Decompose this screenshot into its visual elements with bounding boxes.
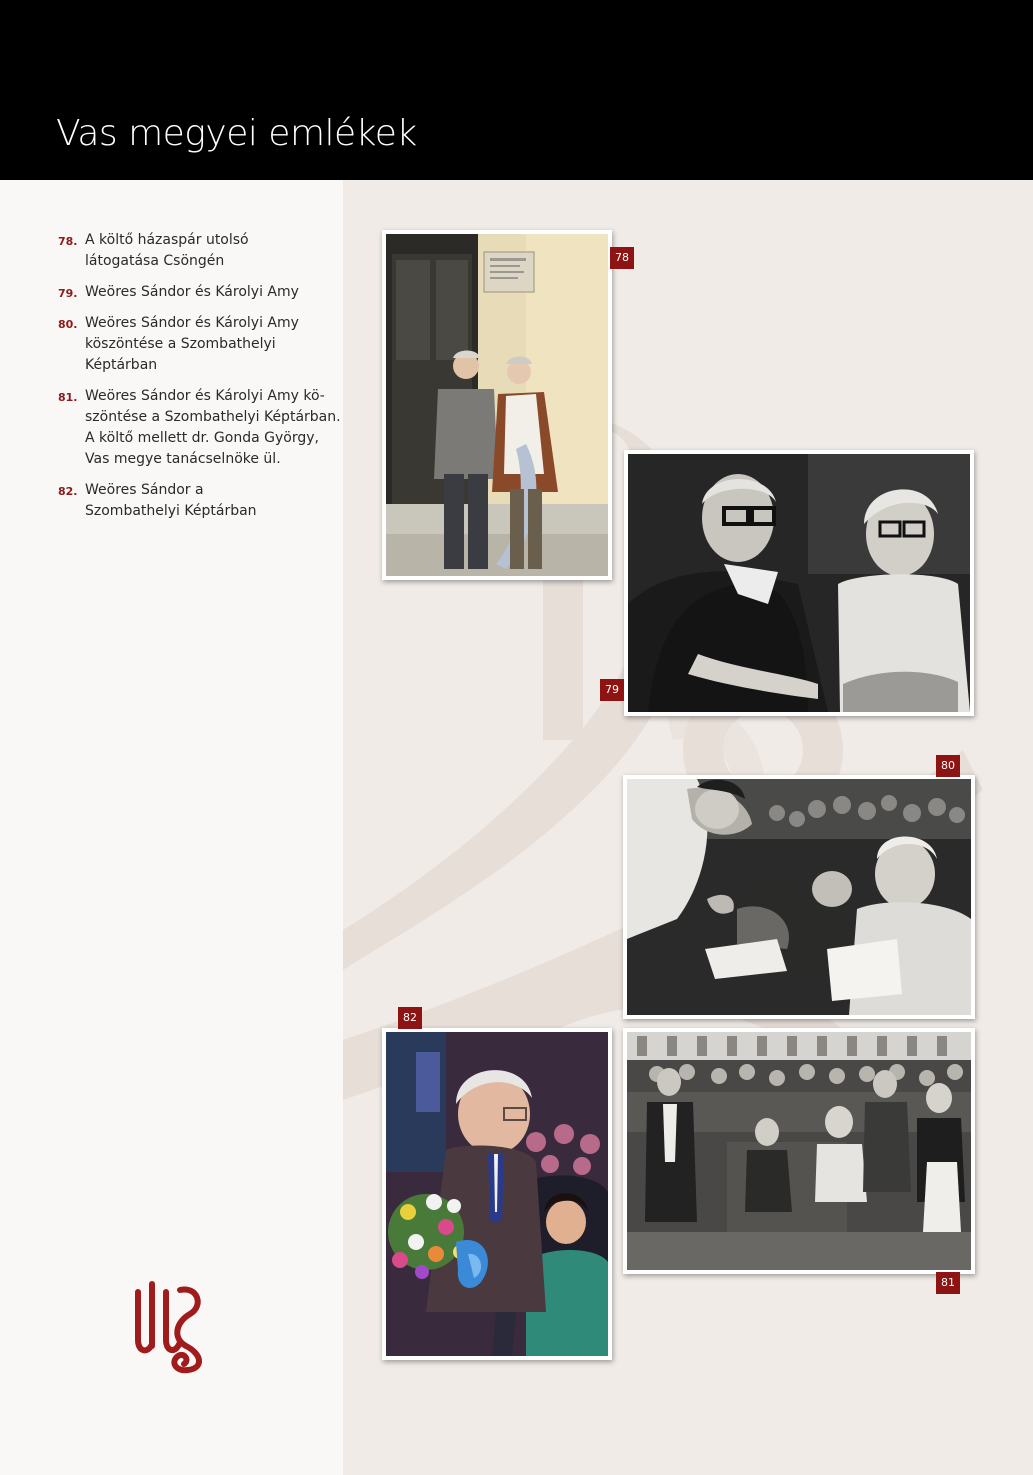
photo-80	[623, 775, 975, 1019]
caption-line: Weöres Sándor és Károlyi Amy kö-	[85, 388, 325, 404]
caption-81	[56, 386, 341, 470]
caption-80	[56, 313, 341, 376]
photo-79-badge: 79	[600, 679, 624, 701]
caption-line: látogatása Csöngén	[85, 253, 225, 269]
ws-logo-icon	[132, 1280, 208, 1374]
caption-number: 80.	[58, 318, 78, 331]
caption-line: köszöntése a Szombathelyi	[85, 336, 276, 352]
photo-signing-bw-icon	[627, 779, 971, 1015]
caption-number: 82.	[58, 485, 78, 498]
photo-80-badge: 80	[936, 755, 960, 777]
photo-78	[382, 230, 612, 580]
caption-list	[56, 230, 341, 532]
caption-79	[56, 282, 341, 303]
caption-line: Szombathelyi Képtárban	[85, 503, 257, 519]
caption-number: 81.	[58, 391, 78, 404]
page-header	[0, 0, 1033, 180]
caption-line: Vas megye tanácselnöke ül.	[85, 451, 281, 467]
photo-audience-bw-icon	[627, 1032, 971, 1270]
photo-couple-bw-icon	[628, 454, 970, 712]
photo-81-badge: 81	[936, 1272, 960, 1294]
caption-78	[56, 230, 341, 272]
photo-78-badge: 78	[610, 247, 634, 269]
caption-line: A költő házaspár utolsó	[85, 232, 249, 248]
caption-line: Weöres Sándor és Károlyi Amy	[85, 284, 299, 300]
caption-number: 78.	[58, 235, 78, 248]
caption-82	[56, 480, 341, 522]
photo-81	[623, 1028, 975, 1274]
caption-number: 79.	[58, 287, 78, 300]
photo-flowers-color-icon	[386, 1032, 608, 1356]
photo-79	[624, 450, 974, 716]
caption-line: szöntése a Szombathelyi Képtárban.	[85, 409, 341, 425]
caption-line: A költő mellett dr. Gonda György,	[85, 430, 319, 446]
photo-82-badge: 82	[398, 1007, 422, 1029]
page-title: Vas megyei emlékek	[56, 113, 417, 154]
caption-line: Képtárban	[85, 357, 158, 373]
caption-line: Weöres Sándor a	[85, 482, 204, 498]
photo-couple-color-icon	[386, 234, 608, 576]
caption-line: Weöres Sándor és Károlyi Amy	[85, 315, 299, 331]
photo-82	[382, 1028, 612, 1360]
